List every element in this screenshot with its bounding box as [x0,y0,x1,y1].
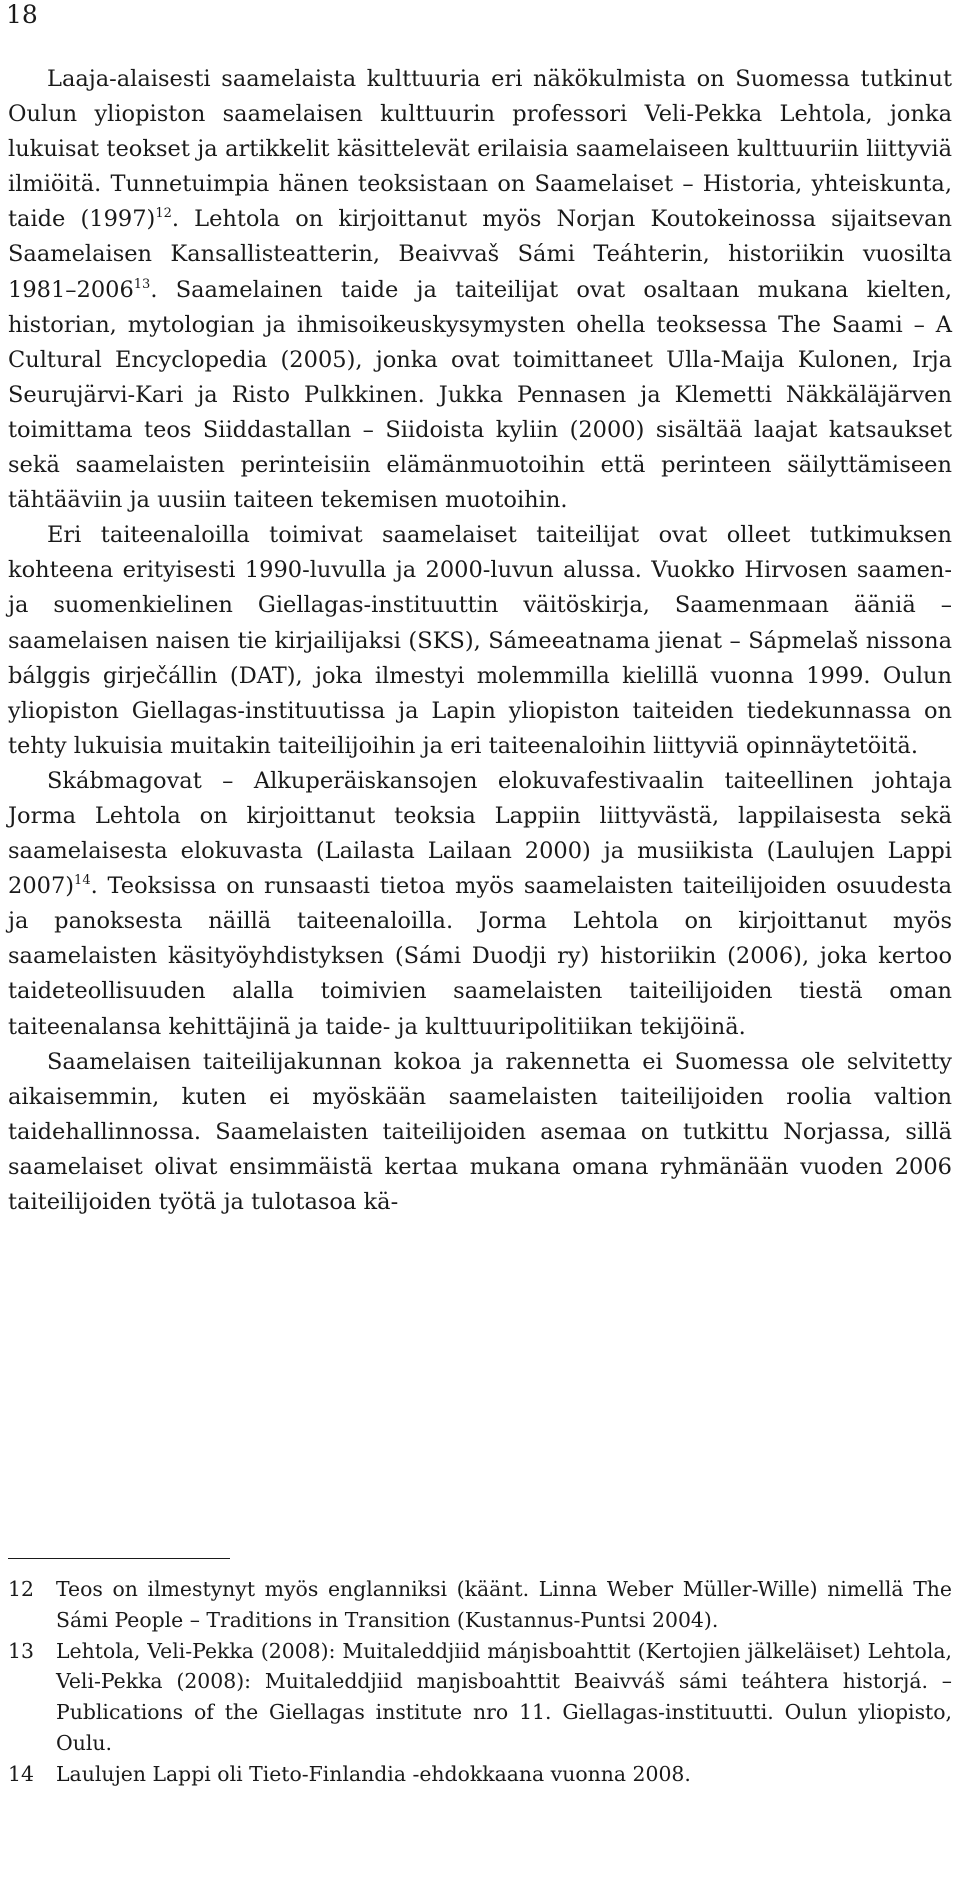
footnotes [8,1574,952,1790]
footnote-text: Lehtola, Veli-Pekka (2008): Muitaleddjiid máŋisboahttit (Kertojien jälkeläiset) Lehtola, Veli-Pekka (2008): Muitaleddjiid maŋisboahttit Beaivváš sámi teáhtera historjá. – Publications of the Giellagas institute nro 11. Giellagas-instituutti. Oulun yliopisto, Oulu. [56,1638,952,1755]
footnote-divider [8,1558,230,1559]
footnote-14 [8,1759,952,1790]
footnote-text: Laulujen Lappi oli Tieto-Finlandia -ehdokkaana vuonna 2008. [56,1761,691,1786]
paragraph-text: Laaja-alaisesti saamelaista kulttuuria eri näkökulmista on Suomessa tutkinut Oulun yliopiston saamelaisen kulttuurin professori Veli-Pekka Lehtola, jonka lukuisat teokset ja artikkelit käsittelevät erilaisia saamelaiseen kulttuuriin liittyviä ilmiöitä. Tunnetuimpia hänen teoksistaan on Saamelaiset – Historia, yhteiskunta, taide (1997) [8,66,952,233]
footnote-ref-12[interactable]: 12 [155,206,172,222]
paragraph-text: . Lehtola on kirjoittanut myös Norjan Koutokeinossa sijaitsevan Saamelaisen Kansallisteatterin, Beaivvaš Sámi Teáhterin, historiikin vuosilta 1981–2006 [8,206,953,303]
footnote-13 [8,1636,952,1759]
footnote-number: 13 [8,1638,34,1663]
footnote-12 [8,1574,952,1636]
paragraph-text: . Saamelainen taide ja taiteilijat ovat osaltaan mukana kielten, historian, mytologian ja ihmisoikeuskysymysten ohella teoksessa The Saami – A Cultural Encyclopedia (2005), jonka ovat toimittaneet Ulla-Maija Kulonen, Irja Seurujärvi-Kari ja Risto Pulkkinen. Jukka Pennasen ja Klemetti Näkkäläjärven toimittama teos Siiddastallan – Siidoista kyliin (2000) sisältää laajat katsaukset sekä saamelaisten perinteisiin elämänmuotoihin että perinteen säilyttämiseen tähtääviin ja uusiin taiteen tekemisen muotoihin. [8,276,952,514]
footnote-text: Teos on ilmestynyt myös englanniksi (käänt. Linna Weber Müller-Wille) nimellä The Sámi People – Traditions in Transition (Kustannus-Puntsi 2004). [56,1577,952,1632]
footnote-ref-13[interactable]: 13 [133,276,151,292]
paragraph-3 [8,764,952,1045]
paragraph-text: Skábmagovat – Alkuperäiskansojen elokuvafestivaalin taiteellinen johtaja Jorma Lehtola on kirjoittanut teoksia Lappiin liittyvästä, lappilaisesta sekä saamelaisesta elokuvasta (Lailasta Lailaan 2000) ja musiikista (Laulujen Lappi 2007) [8,767,952,900]
footnote-number: 12 [8,1577,34,1601]
paragraph-text: Eri taiteenaloilla toimivat saamelaiset taiteilijat ovat olleet tutkimuksen kohteena erityisesti 1990-luvulla ja 2000-luvun alussa. Vuokko Hirvosen saamen- ja suomenkielinen Giellagas-instituuttin väitöskirja, Saamenmaan ääniä – saamelaisen naisen tie kirjailijaksi (SKS), Sámeeatnama jienat – Sápmelaš nissona bálggis girječállin (DAT), joka ilmestyi molemmilla kielillä vuonna 1999. Oulun yliopiston Giellagas-instituutissa ja Lapin yliopiston taiteiden tiedekunnassa on tehty lukuisia muitakin taiteilijoihin ja eri taiteenaloihin liittyviä opinnäytetöitä. [8,522,952,759]
body-text [8,62,952,1220]
page-number: 18 [6,0,38,29]
footnote-ref-14[interactable]: 14 [74,873,91,889]
footnote-number: 14 [8,1761,34,1786]
paragraph-4 [8,1045,952,1220]
paragraph-2 [8,518,952,764]
paragraph-text: Saamelaisen taiteilijakunnan kokoa ja rakennetta ei Suomessa ole selvitetty aikaisemmin, kuten ei myöskään saamelaisten taiteilijoiden roolia valtion taidehallinnossa. Saamelaisten taiteilijoiden asemaa on tutkittu Norjassa, sillä saamelaiset olivat ensimmäistä kertaa mukana omana ryhmänään vuoden 2006 taiteilijoiden työtä ja tulotasoa kä- [8,1048,952,1215]
paragraph-1 [8,62,952,518]
paragraph-text: . Teoksissa on runsaasti tietoa myös saamelaisten taiteilijoiden osuudesta ja panoksesta näillä taiteenaloilla. Jorma Lehtola on kirjoittanut myös saamelaisten käsityöyhdistyksen (Sámi Duodji ry) historiikin (2006), joka kertoo taideteollisuuden alalla toimivien saamelaisten taiteilijoiden tiestä oman taiteenalansa kehittäjinä ja taide- ja kulttuuripolitiikan tekijöinä. [8,873,952,1040]
